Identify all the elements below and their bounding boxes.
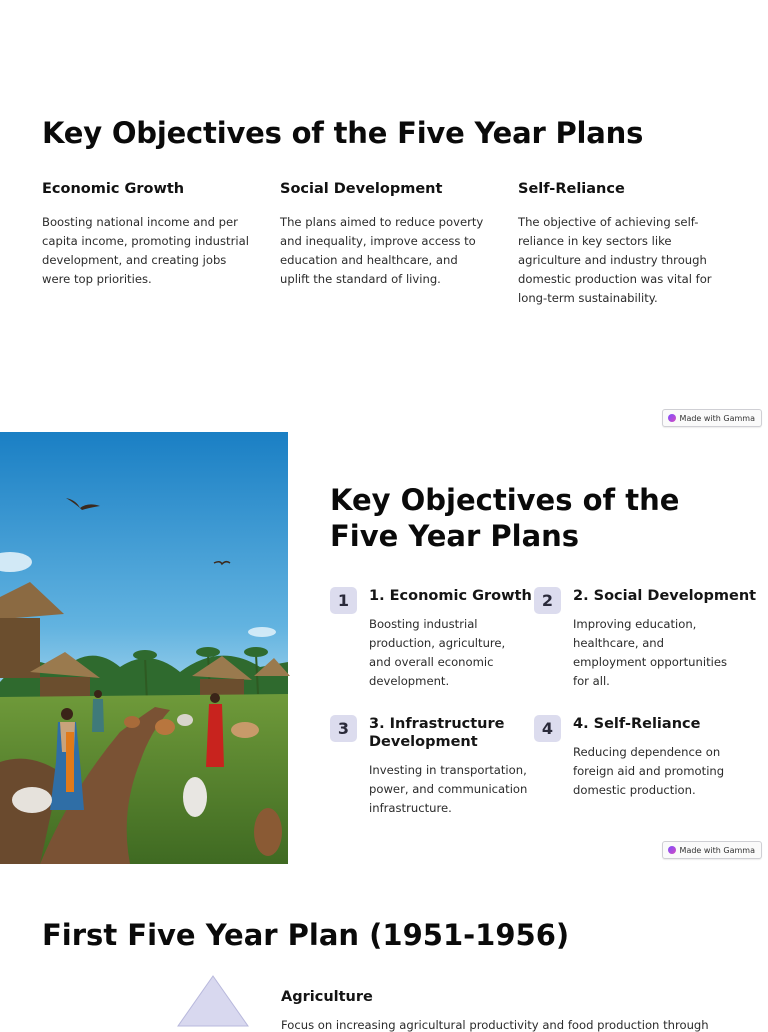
objective-heading: 3. Infrastructure Development <box>369 716 505 750</box>
badge-label: Made with Gamma <box>679 413 755 423</box>
objective-text: Boosting industrial production, agriculture, and overall economic development. <box>369 617 506 688</box>
gamma-logo-icon <box>668 846 676 854</box>
objective-heading: 2. Social Development <box>573 588 757 604</box>
column-text: The plans aimed to reduce poverty and inequality, improve access to education and healthcare, and uplift the standard of living. <box>280 215 484 286</box>
number-badge: 4 <box>534 715 561 742</box>
made-with-gamma-badge[interactable] <box>662 409 762 427</box>
objective-column-self-reliance <box>518 181 718 308</box>
made-with-gamma-badge[interactable] <box>662 841 762 859</box>
pyramid-level-text: Focus on increasing agricultural productivity and food production through <box>281 1018 709 1032</box>
column-heading: Self-Reliance <box>518 181 625 197</box>
slide-objectives-columns <box>0 0 768 432</box>
objective-item-4 <box>541 715 763 800</box>
objective-heading: 4. Self-Reliance <box>573 716 701 732</box>
objective-item-2 <box>541 587 763 691</box>
objective-column-social-development <box>280 181 490 289</box>
column-heading: Economic Growth <box>42 181 185 197</box>
village-farm-photo <box>0 432 288 864</box>
number-badge: 1 <box>330 587 357 614</box>
gamma-logo-icon <box>668 414 676 422</box>
slide-title: Key Objectives of the Five Year Plans <box>330 483 680 553</box>
column-text: The objective of achieving self-reliance in key sectors like agriculture and industry through domestic production was vital for long-term sustainability. <box>518 215 712 305</box>
column-heading: Social Development <box>280 181 443 197</box>
badge-label: Made with Gamma <box>679 845 755 855</box>
pyramid-triangle-icon <box>178 976 248 1026</box>
slide-first-five-year-plan <box>0 864 768 1032</box>
number-badge: 2 <box>534 587 561 614</box>
objective-column-economic-growth <box>42 181 252 289</box>
slide-title: Key Objectives of the Five Year Plans <box>42 116 644 150</box>
number-badge: 3 <box>330 715 357 742</box>
slide-title: First Five Year Plan (1951-1956) <box>42 918 570 952</box>
objective-heading: 1. Economic Growth <box>369 588 532 604</box>
pyramid-level-heading: Agriculture <box>281 989 373 1005</box>
objective-item-3 <box>337 715 529 818</box>
slide-objectives-numbered <box>0 432 768 864</box>
objective-text: Improving education, healthcare, and employment opportunities for all. <box>573 617 728 688</box>
objective-text: Investing in transportation, power, and communication infrastructure. <box>369 763 528 815</box>
column-text: Boosting national income and per capita income, promoting industrial development, and creating jobs were top priorities. <box>42 215 249 286</box>
objective-text: Reducing dependence on foreign aid and promoting domestic production. <box>573 745 725 797</box>
